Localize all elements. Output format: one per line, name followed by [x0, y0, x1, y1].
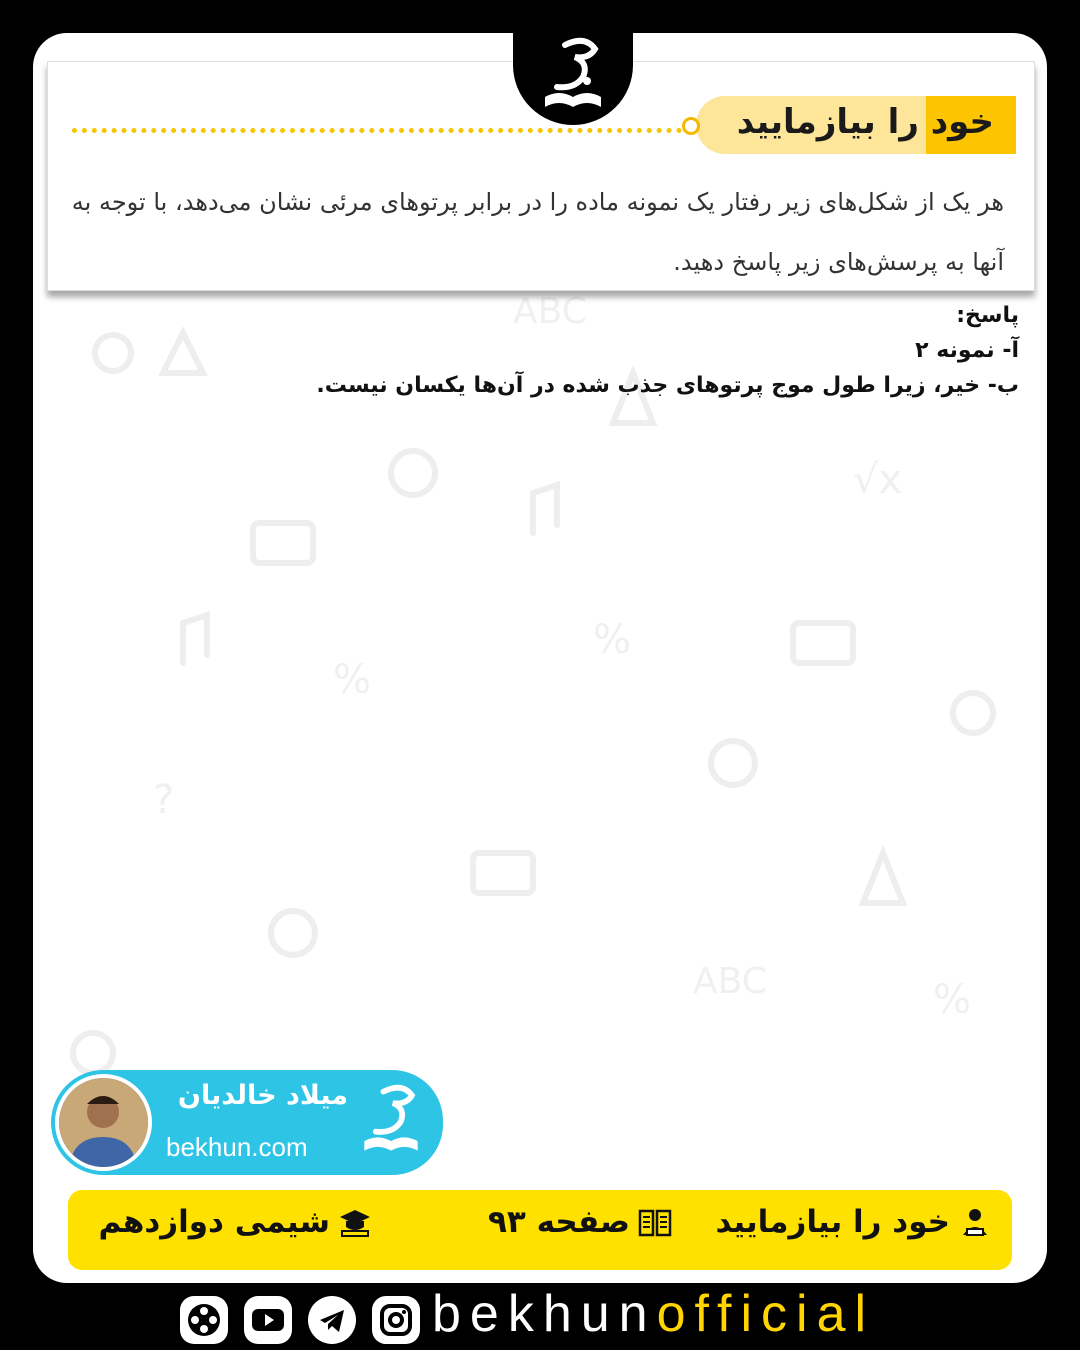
author-name: میلاد خالدیان [177, 1080, 349, 1111]
dotted-line [72, 128, 692, 133]
bekhun-badge-icon [351, 1084, 431, 1164]
answer-line-b: ب- خیر، زیرا طول موج پرتوهای جذب شده در آن‌ها یکسان نیست. [316, 373, 1019, 398]
info-subject: شیمی دوازدهم [99, 1204, 372, 1240]
aparat-icon[interactable] [180, 1296, 228, 1344]
svg-text:%: % [933, 977, 972, 1023]
bekhun-logo-icon [535, 37, 611, 121]
telegram-icon[interactable] [308, 1296, 356, 1344]
question-text: هر یک از شکل‌های زیر رفتار یک نمونه ماده را در برابر پرتوهای مرئی نشان می‌دهد، با توجه به آنها به پرسش‌های زیر پاسخ دهید. [71, 188, 1004, 276]
youtube-icon[interactable] [244, 1296, 292, 1344]
answer-line-a: آ- نمونه ۲ [915, 338, 1019, 363]
tag-dot [682, 117, 700, 135]
author-site[interactable]: bekhun.com [166, 1132, 308, 1162]
background-pattern [33, 293, 1047, 1113]
svg-text:?: ? [153, 777, 175, 823]
info-section: خود را بیازمایید [715, 1204, 992, 1240]
author-badge [51, 1070, 443, 1175]
svg-text:√x: √x [853, 457, 903, 503]
answer-block [119, 298, 1019, 403]
svg-text:ABC: ABC [693, 961, 767, 1002]
info-bar [68, 1190, 1012, 1270]
info-page: صفحه ۹۳ [488, 1204, 672, 1240]
question-title: خود را بیازمایید [736, 102, 994, 142]
book-icon [638, 1205, 672, 1239]
question-tag [696, 96, 1016, 154]
svg-text:%: % [333, 657, 372, 703]
svg-text:ABC: ABC [513, 293, 587, 332]
answer-heading: پاسخ: [956, 303, 1019, 328]
svg-text:%: % [593, 617, 632, 663]
avatar [55, 1074, 152, 1171]
teacher-icon [958, 1205, 992, 1239]
instagram-icon[interactable] [372, 1296, 420, 1344]
footer [180, 1285, 920, 1350]
content-card [33, 33, 1047, 1283]
graduation-cap-icon [338, 1205, 372, 1239]
brand-handle[interactable]: bekhunofficial [432, 1285, 876, 1343]
